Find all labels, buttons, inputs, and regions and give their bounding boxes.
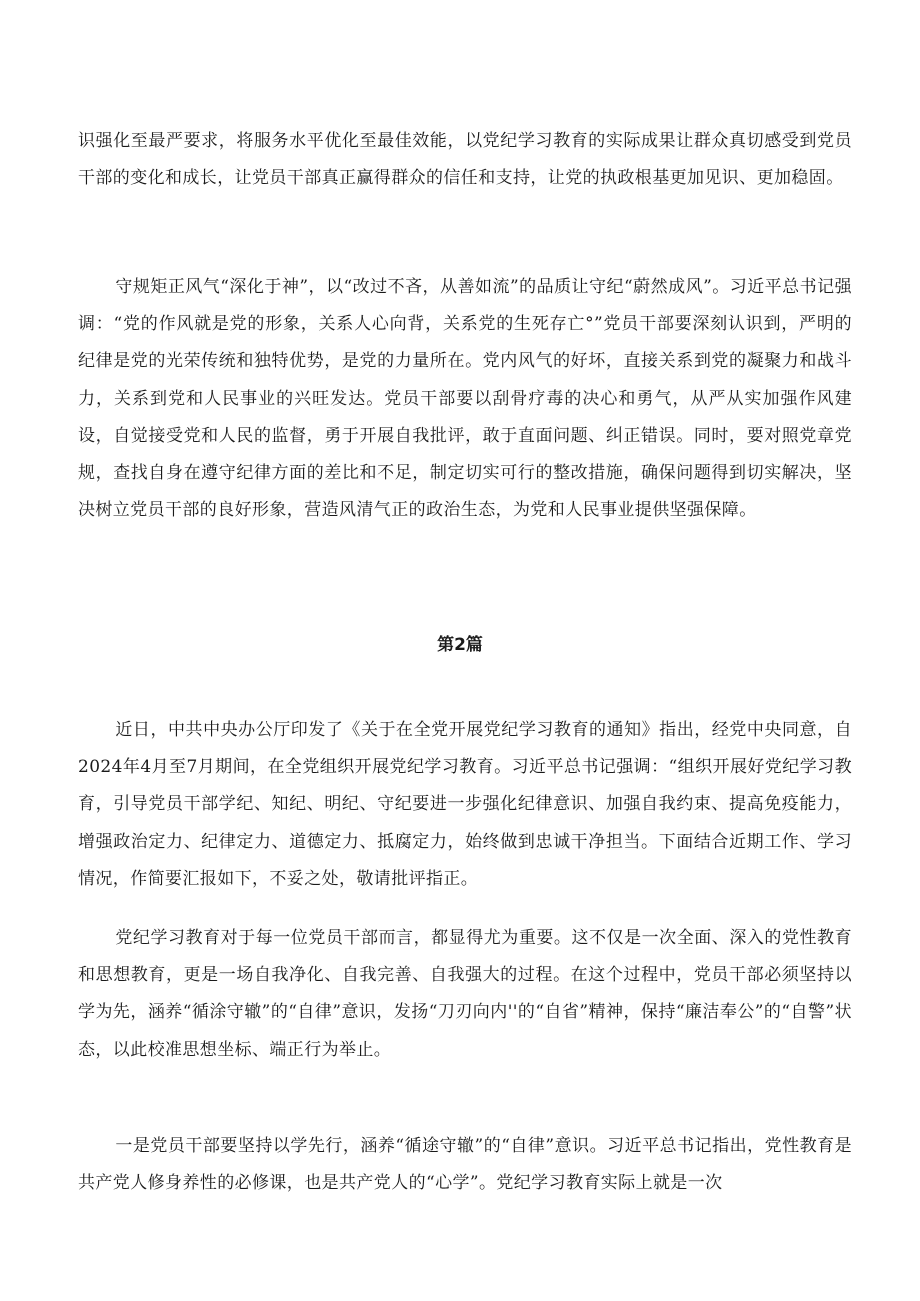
section-heading: 第2篇 [437, 635, 483, 655]
paragraph-discipline-style: 守规矩正风气“深化于神”，以“改过不吝，从善如流”的品质让守纪“蔚然成风”。习近平总书记强调：“党的作风就是党的形象，关系人心向背，关系党的生死存亡°”党员干部要深刻认识到，严明的纪律是党的光荣传统和独特优势，是党的力量所在。党内风气的好坏，直接关系到党的凝聚力和战斗力，关系到党和人民事业的兴旺发达。党员干部要以刮骨疗毒的决心和勇气，从严从实加强作风建设，自觉接受党和人民的监督，勇于开展自我批评，敢于直面问题、纠正错误。同时，要对照党章党规，查找自身在遵守纪律方面的差比和不足，制定切实可行的整改措施，确保问题得到切实解决，坚决树立党员干部的良好形象，营造风清气正的政治生态，为党和人民事业提供坚强保障。 [78, 277, 852, 521]
paragraph-notice-intro: 近日，中共中央办公厅印发了《关于在全党开展党纪学习教育的通知》指出，经党中央同意，自2024年4月至7月期间，在全党组织开展党纪学习教育。习近平总书记强调：“组织开展好党纪学习教育，引导党员干部学纪、知纪、明纪、守纪要进一步强化纪律意识、加强自我约束、提高免疫能力，增强政治定力、纪律定力、道德定力、抵腐定力，始终做到忠诚干净担当。下面结合近期工作、学习情况，作简要汇报如下，不妥之处，敬请批评指正。 [78, 720, 852, 889]
paragraph-continuation: 识强化至最严要求，将服务水平优化至最佳效能，以党纪学习教育的实际成果让群众真切感受到党员干部的变化和成长，让党员干部真正赢得群众的信任和支持，让党的执政根基更加见识、更加稳固。 [78, 131, 852, 189]
paragraph-importance: 党纪学习教育对于每一位党员干部而言，都显得尤为重要。这不仅是一次全面、深入的党性教育和思想教育，更是一场自我净化、自我完善、自我强大的过程。在这个过程中，党员干部必须坚持以学为先，涵养“循涂守辙”的“自律”意识，发扬“刀刃向内''的“自省”精神，保持“廉洁奉公”的“自警”状态，以此校准思想坐标、端正行为举止。 [78, 928, 852, 1060]
paragraph-point-one: 一是党员干部要坚持以学先行，涵养“循途守辙”的“自律”意识。习近平总书记指出，党性教育是共产党人修身养性的必修课，也是共产党人的“心学”。党纪学习教育实际上就是一次 [78, 1136, 852, 1194]
